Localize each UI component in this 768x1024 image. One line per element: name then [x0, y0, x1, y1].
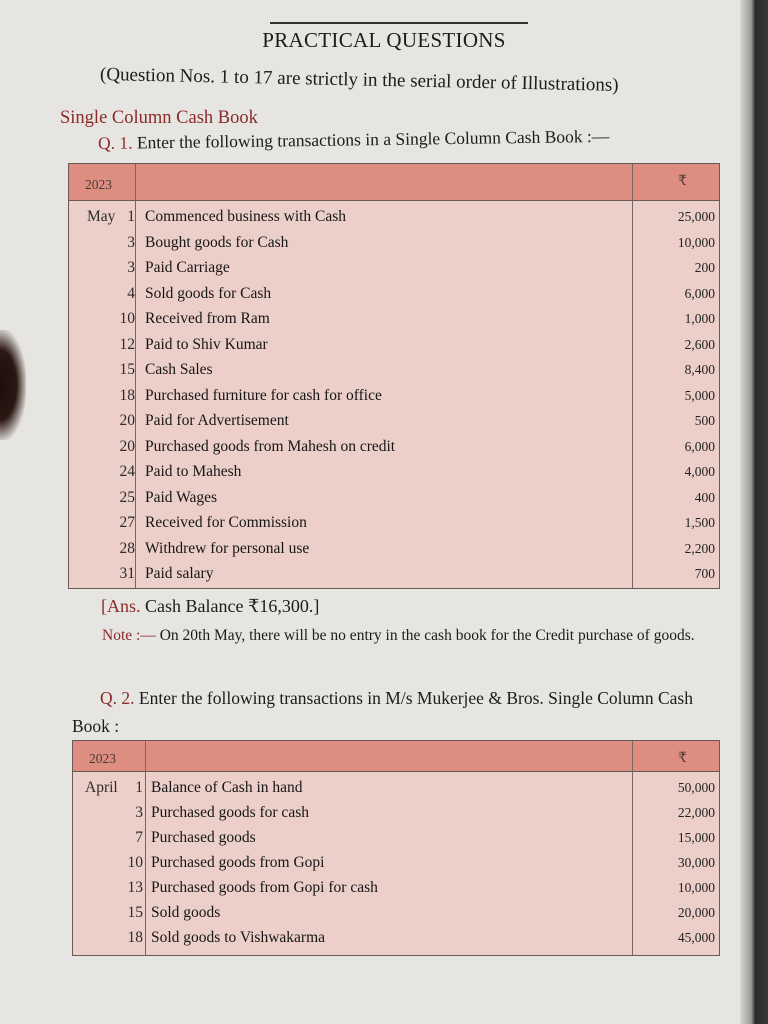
note-text: On 20th May, there will be no entry in the cash book for the Credit purchase of goods. — [159, 627, 695, 644]
amount-cell: 6,000 — [684, 438, 715, 454]
date-day: 12 — [119, 335, 135, 353]
date-day: 18 — [119, 386, 135, 404]
cash-book-table-q2 — [72, 740, 720, 956]
answer-text: Cash Balance ₹16,300.] — [145, 596, 320, 616]
question-1-number: Q. 1. — [97, 132, 133, 153]
table-row — [69, 255, 719, 280]
rupee-column-header: ₹ — [678, 751, 687, 766]
table-row — [69, 561, 719, 586]
particulars-cell: Purchased goods from Gopi for cash — [151, 879, 378, 896]
table-row — [73, 825, 719, 850]
table-row — [73, 850, 719, 875]
amount-cell: 4,000 — [684, 464, 715, 479]
particulars-cell: Paid Carriage — [145, 259, 230, 276]
question-2 — [72, 684, 722, 740]
date-day: 24 — [119, 463, 135, 480]
table-row — [69, 383, 719, 408]
page-title: PRACTICAL QUESTIONS — [262, 28, 506, 52]
particulars-cell: Commenced business with Cash — [145, 208, 347, 225]
date-day: 10 — [119, 310, 135, 327]
table-row — [73, 775, 719, 800]
date-day: 4 — [127, 284, 135, 302]
table-row — [69, 357, 719, 382]
amount-cell: 22,000 — [677, 805, 715, 820]
particulars-cell: Sold goods to Vishwakarma — [151, 929, 326, 946]
date-day: 28 — [119, 539, 135, 557]
answer-line — [101, 596, 319, 617]
particulars-cell: Paid for Advertisement — [145, 412, 289, 429]
particulars-cell: Withdrew for personal use — [145, 539, 310, 557]
particulars-cell: Paid salary — [145, 565, 214, 582]
table-row — [73, 875, 719, 900]
particulars-cell: Purchased furniture for cash for office — [145, 386, 382, 404]
question-1-text: Enter the following transactions in a Single Column Cash Book :— — [136, 125, 610, 153]
amount-cell: 2,600 — [684, 336, 715, 352]
particulars-cell: Paid Wages — [145, 488, 218, 506]
section-heading: Single Column Cash Book — [60, 108, 258, 128]
amount-cell: 200 — [694, 260, 715, 275]
question-2-number: Q. 2. — [100, 688, 135, 708]
note-label: Note :— — [102, 627, 156, 644]
date-day: 1 — [135, 779, 143, 796]
table-row — [73, 800, 719, 825]
date-month: April — [85, 779, 118, 796]
rupee-column-header: ₹ — [678, 174, 687, 189]
answer-label: [Ans. — [101, 596, 141, 616]
date-day: 3 — [127, 233, 135, 251]
amount-cell: 10,000 — [677, 234, 715, 250]
amount-cell: 30,000 — [677, 855, 715, 870]
amount-cell: 15,000 — [677, 830, 715, 845]
page-edge-shadow — [0, 330, 26, 440]
particulars-cell: Paid to Shiv Kumar — [145, 335, 268, 353]
date-day: 27 — [119, 514, 135, 531]
table-row — [69, 485, 719, 510]
particulars-cell: Purchased goods from Mahesh on credit — [145, 437, 396, 455]
particulars-cell: Sold goods for Cash — [145, 284, 272, 302]
table-row — [69, 230, 719, 255]
date-day: 15 — [119, 361, 135, 378]
amount-cell: 700 — [694, 566, 715, 581]
amount-cell: 45,000 — [677, 930, 715, 945]
table-row — [69, 536, 719, 561]
heading-rule — [270, 22, 528, 24]
amount-cell: 400 — [694, 489, 715, 505]
table-row — [69, 332, 719, 357]
table-row — [69, 459, 719, 484]
date-day: 31 — [119, 565, 135, 582]
book-spine-edge — [740, 0, 768, 1024]
amount-cell: 50,000 — [677, 780, 715, 795]
table-row — [73, 925, 719, 950]
amount-cell: 5,000 — [684, 387, 715, 403]
particulars-cell: Sold goods — [151, 904, 221, 921]
note-paragraph — [72, 624, 722, 648]
table-year: 2023 — [85, 177, 112, 192]
date-day: 3 — [127, 259, 135, 276]
table-row — [73, 900, 719, 925]
date-day: 20 — [119, 437, 135, 455]
date-day: 25 — [119, 488, 135, 506]
particulars-cell: Purchased goods — [151, 829, 256, 846]
table-header — [69, 164, 719, 201]
amount-cell: 20,000 — [677, 905, 715, 920]
particulars-cell: Balance of Cash in hand — [151, 779, 303, 796]
particulars-cell: Paid to Mahesh — [145, 463, 242, 480]
date-day: 7 — [135, 829, 143, 846]
particulars-cell: Purchased goods from Gopi — [151, 854, 325, 871]
particulars-cell: Received for Commission — [145, 514, 307, 531]
particulars-cell: Cash Sales — [145, 361, 213, 378]
question-2-text: Enter the following transactions in M/s Mukerjee & Bros. Single Column Cash Book : — [72, 688, 693, 736]
amount-cell: 6,000 — [684, 285, 715, 301]
table-row — [69, 204, 719, 229]
amount-cell: 2,200 — [684, 540, 715, 556]
table-row — [69, 434, 719, 459]
amount-cell: 8,400 — [684, 362, 715, 377]
date-month: May — [87, 208, 116, 225]
table-year: 2023 — [89, 751, 116, 766]
particulars-cell: Purchased goods for cash — [151, 804, 309, 821]
table-row — [69, 281, 719, 306]
amount-cell: 1,500 — [684, 515, 715, 530]
date-day: 10 — [127, 854, 143, 871]
date-day: 3 — [135, 804, 143, 821]
amount-cell: 1,000 — [684, 311, 715, 326]
particulars-cell: Bought goods for Cash — [145, 233, 289, 251]
amount-cell: 10,000 — [677, 880, 715, 895]
cash-book-table-q1 — [68, 163, 720, 589]
amount-cell: 25,000 — [677, 209, 715, 224]
particulars-cell: Received from Ram — [145, 310, 270, 327]
date-day: 20 — [119, 412, 135, 429]
date-day: 18 — [127, 929, 143, 946]
page-subtitle: (Question Nos. 1 to 17 are strictly in the serial order of Illustrations) — [99, 64, 619, 96]
date-day: 1 — [127, 208, 135, 225]
table-header — [73, 741, 719, 772]
date-day: 13 — [127, 879, 143, 896]
table-row — [69, 408, 719, 433]
amount-cell: 500 — [694, 413, 715, 428]
table-row — [69, 306, 719, 331]
table-row — [69, 510, 719, 535]
date-day: 15 — [127, 904, 143, 921]
